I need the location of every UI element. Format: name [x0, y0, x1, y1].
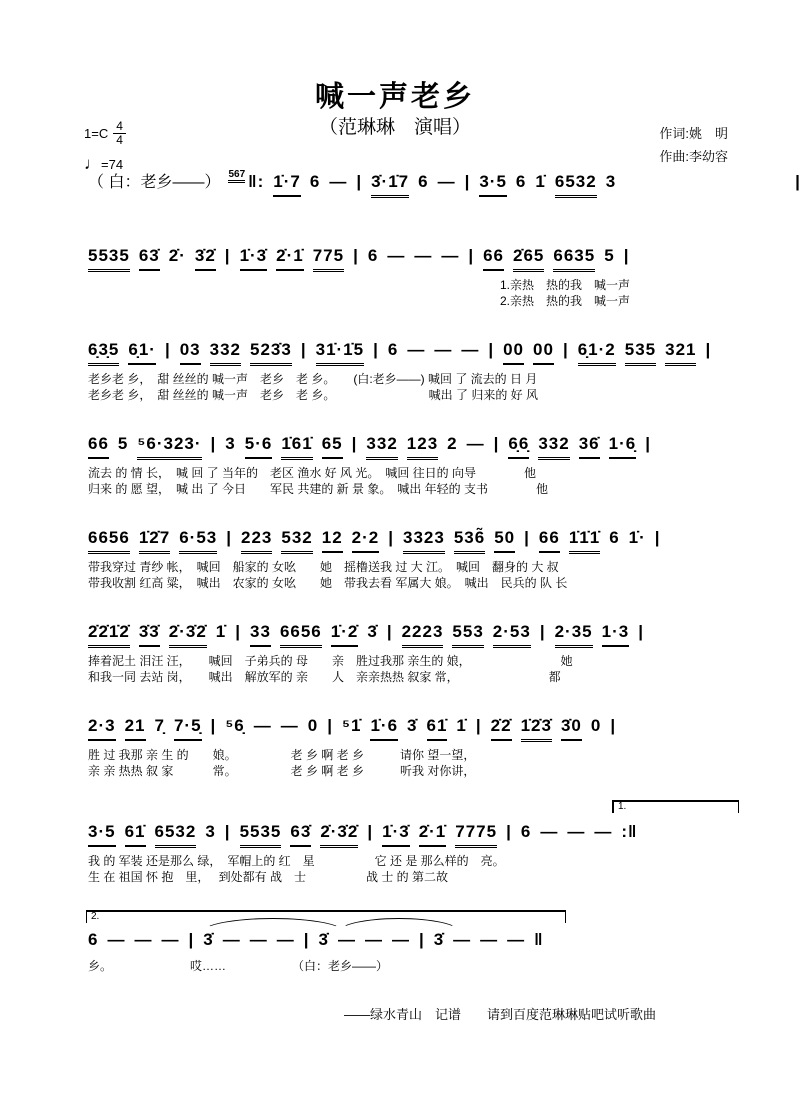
measure-token: 6 — [309, 172, 321, 191]
measure-token: 2̇·3̇2̇ — [169, 620, 207, 648]
measure-token: — — [434, 340, 453, 359]
measure-token: | — [638, 622, 644, 641]
measure-token: — — [453, 930, 472, 949]
measure-token: 3̇2̇ — [195, 244, 216, 271]
measure-token: | — [493, 434, 500, 453]
measure-token: 3̇ — [367, 622, 378, 641]
measure-token: 66 — [539, 526, 560, 553]
lyrics-block — [88, 747, 748, 779]
notes-line — [88, 168, 801, 198]
lyric-line: 老乡老 乡， 甜 丝丝的 喊一声 老乡 老 乡。 (白:老乡——) 喊回 了 流去的 日 月 — [88, 371, 538, 386]
spoken-cue: （ 白：老乡——） — [88, 174, 221, 191]
measure-token: 2 — [447, 434, 458, 453]
score-system — [88, 714, 748, 808]
measure-token: 2·2 — [352, 526, 380, 553]
measure-token: — — [337, 930, 356, 949]
measure-token: 6 — [88, 930, 99, 949]
measure-token: | — [475, 716, 482, 735]
meter-numerator: 4 — [113, 120, 126, 134]
measure-token: | — [654, 528, 661, 547]
notes-line — [88, 526, 748, 554]
measure-token: 5535 — [88, 244, 130, 272]
measure-token: 3·5 — [479, 170, 507, 197]
measure-token: 6̣1·2 — [578, 338, 616, 366]
measure-token: 1̇·2̇ — [331, 620, 359, 647]
measure-token: — — [507, 930, 526, 949]
score-system — [88, 432, 748, 526]
measure-token: 1̇·3̇ — [240, 244, 268, 271]
score-systems — [88, 168, 801, 1006]
measure-token: 223 — [241, 526, 272, 554]
measure-token: | — [468, 246, 475, 265]
score-system — [88, 620, 748, 714]
notes-line — [88, 808, 748, 848]
measure-token: 1̇2̇3̇ — [521, 714, 552, 742]
measure-token: 6 — [515, 172, 527, 191]
measure-token: 3̇ — [318, 930, 329, 949]
measure-token: 3̇3̇ — [139, 620, 160, 647]
score-system — [88, 801, 748, 912]
time-signature — [113, 120, 126, 147]
measure-token: 3̇ — [433, 930, 445, 949]
volta-bracket — [86, 910, 566, 923]
measure-token: | — [705, 340, 712, 359]
measure-token: 2·3 — [88, 714, 116, 741]
measure-token: 00 — [533, 338, 554, 365]
measure-token: 535 — [625, 338, 656, 366]
measure-token: 123 — [407, 432, 438, 460]
measure-token: | — [795, 172, 801, 191]
measure-token: ⁵6·323· — [137, 432, 201, 460]
lyric-line: 胜 过 我那 亲 生 的 娘。 老 乡 啊 老 乡 请你 望一望， — [88, 747, 476, 762]
measure-token: 2·35 — [555, 620, 593, 648]
measure-token: | — [418, 930, 425, 949]
measure-token: 332 — [366, 432, 397, 460]
measure-token: 3̇ — [203, 930, 214, 949]
lyric-line: 归来 的 愿 望， 喊 出 了 今日 军民 共建的 新 景 象。 喊出 年轻的 支书 他 — [88, 481, 549, 496]
composer-credit: 作曲:李幼容 — [659, 148, 728, 164]
volta-label: 2. — [91, 911, 100, 922]
measure-token: 332 — [210, 338, 241, 366]
measure-token: 61̇ — [427, 714, 448, 741]
measure-token: | — [524, 528, 530, 547]
measure-token: 3̇·1̇7 — [371, 170, 409, 198]
measure-token: — — [134, 930, 153, 949]
measure-token: 6656 — [88, 526, 130, 554]
measure-token: 6̣1· — [128, 338, 156, 365]
measure-token: — — [594, 822, 613, 841]
notes-line — [88, 432, 748, 460]
lyric-line: 我 的 军装 还是那么 绿， 军帽上的 红 星 它 还 是 那么样的 亮。 — [88, 853, 505, 868]
measure-token: — — [253, 716, 272, 735]
measure-token: | — [327, 716, 333, 735]
measure-token: 0 — [307, 716, 319, 735]
measure-token: | — [506, 822, 512, 841]
measure-token: 66 — [483, 244, 504, 271]
measure-token: | — [164, 340, 171, 359]
measure-token: 321 — [665, 338, 696, 366]
measure-token: | — [539, 622, 546, 641]
quarter-note-icon: ♩ — [84, 154, 101, 174]
measure-token: — — [480, 930, 499, 949]
lyric-line: 老乡老 乡， 甜 丝丝的 喊一声 老乡 老 乡。 喊出 了 归来的 好 风 — [88, 387, 539, 402]
lyric-line: 1.亲热 热的我 喊一声 — [500, 277, 631, 292]
lyric-line: 2.亲热 热的我 喊一声 — [500, 293, 631, 308]
measure-token: | — [226, 528, 232, 547]
measure-token: 33 — [250, 620, 271, 647]
measure-token: ⁵6̣ — [225, 716, 245, 735]
measure-token: 1̇61̇ — [281, 432, 312, 460]
measure-token: 2223 — [402, 620, 444, 648]
notes-line — [88, 714, 748, 742]
song-title: 喊一声老乡 — [314, 81, 475, 113]
lyrics-block — [500, 277, 748, 309]
measure-token: 5535 — [240, 820, 282, 848]
measure-token: 3̇ — [407, 716, 418, 735]
measure-token: — — [276, 930, 295, 949]
lyrics-block — [88, 853, 748, 885]
measure-token: | — [351, 434, 358, 453]
performer-line: （范琳琳 演唱） — [318, 117, 471, 138]
measure-token: — — [222, 930, 241, 949]
score-system — [88, 244, 748, 338]
measure-token: 50 — [494, 526, 515, 553]
measure-token: — — [249, 930, 268, 949]
measure-token: 5 — [117, 434, 129, 453]
measure-token: 63̇ — [290, 820, 311, 847]
measure-token: 1̇ — [456, 716, 467, 735]
lyric-line: 亲 亲 热热 叙 家 常。 老 乡 啊 老 乡 听我 对你讲， — [88, 763, 476, 778]
key-tempo-block — [84, 120, 126, 174]
measure-token: 2̇2̇ — [491, 714, 512, 741]
measure-token: 3·5 — [88, 820, 116, 847]
tempo-value: =74 — [101, 157, 124, 173]
slur-arc — [202, 918, 344, 946]
measure-token: | — [367, 822, 374, 841]
measure-token: 2̇· — [168, 246, 186, 265]
notes-line — [88, 338, 748, 366]
measure-token: | — [235, 622, 242, 641]
measure-token: | — [373, 340, 379, 359]
notes-line — [88, 244, 748, 272]
measure-token: — — [280, 716, 299, 735]
measure-token: — — [414, 246, 433, 265]
measure-token: 1̇·3̇ — [382, 820, 410, 847]
measure-token: 6656 — [280, 620, 322, 648]
measure-token: 3323 — [403, 526, 445, 554]
measure-token: 2̇·1̇ — [419, 820, 447, 847]
measure-token: | — [562, 340, 569, 359]
measure-token: — — [364, 930, 383, 949]
measure-token: 61̇ — [125, 820, 146, 847]
lyrics-block — [88, 958, 748, 974]
lyricist-credit: 作词:姚 明 — [659, 126, 728, 141]
measure-token: 65 — [322, 432, 343, 459]
measure-token: 2̇65 — [513, 244, 544, 272]
measure-token: 1̇·6 — [370, 714, 398, 741]
lyrics-block — [88, 465, 748, 497]
measure-token: — — [107, 930, 126, 949]
measure-token: | — [303, 930, 310, 949]
measure-token: 6532 — [155, 820, 197, 848]
lyric-line: 和我一同 去站 岗， 喊出 解放军的 亲 人 亲亲热热 叙家 常， 都 — [88, 669, 561, 684]
lyrics-block — [88, 653, 748, 685]
credits-block — [659, 123, 728, 169]
measure-token: 1̇ — [215, 622, 227, 641]
measure-token: 66 — [88, 432, 109, 459]
measure-token: 1·6̣ — [609, 432, 637, 459]
volta-bracket — [612, 800, 739, 813]
measure-token: 6532 — [555, 170, 597, 198]
measure-token: 63̇ — [139, 244, 160, 271]
measure-token: 1̇·7 — [273, 170, 301, 197]
measure-token: — — [437, 172, 456, 191]
measure-token: 6̣6̣ — [508, 432, 529, 459]
measure-token: 1̇ — [535, 172, 546, 191]
measure-token: 6 — [418, 172, 429, 191]
measure-token: 1·3 — [602, 620, 630, 647]
measure-token: 775 — [313, 244, 344, 272]
score-system — [88, 168, 801, 244]
measure-token: | — [224, 246, 231, 265]
meter-denominator: 4 — [116, 133, 123, 148]
measure-token: — — [461, 340, 480, 359]
measure-token: 3̇0 — [561, 714, 582, 741]
lyric-line: 带我收割 红高 粱， 喊出 农家的 女吆 她 带我去看 军属大 娘。 喊出 民兵的 队 长 — [88, 575, 568, 590]
lyric-line: 捧着泥土 泪汪 汪， 喊回 子弟兵的 母 亲 胜过我那 亲生的 娘， 她 — [88, 653, 573, 668]
measure-token: 532 — [281, 526, 312, 554]
lyrics-block — [88, 371, 748, 403]
measure-token: 6635 — [553, 244, 595, 272]
measure-token: 6̣3̣5 — [88, 338, 119, 366]
lyric-line: 带我穿过 青纱 帐， 喊回 船家的 女吆 她 摇橹送我 过 大 江。 喊回 翻身的 大 叔 — [88, 559, 559, 574]
measure-token: | — [224, 822, 231, 841]
measure-token: ⁵1̇ — [342, 716, 362, 735]
measure-token: 21 — [125, 714, 146, 741]
measure-token: | — [356, 172, 363, 191]
lyric-line: 乡。 哎…… （白：老乡——） — [88, 958, 389, 973]
measure-token: | — [353, 246, 359, 265]
footer-note: ——绿水青山 记谱 请到百度范琳琳贴吧试听歌曲 — [344, 1007, 657, 1022]
measure-token: 553 — [452, 620, 483, 648]
measure-token: 536̃ — [454, 526, 485, 554]
measure-token: — — [441, 246, 460, 265]
measure-token: — — [466, 434, 485, 453]
measure-token: 2·53 — [493, 620, 531, 648]
measure-token: 1̇2̇7 — [139, 526, 170, 554]
measure-token: 3 — [205, 822, 216, 841]
measure-token: 12 — [322, 526, 343, 553]
lyric-line: 生 在 祖国 怀 抱 里， 到处都有 战 士 战 士 的 第二故 — [88, 869, 449, 884]
measure-token: | — [388, 528, 395, 547]
notes-line — [88, 620, 748, 648]
measure-token: 1̇1̇1̇ — [569, 526, 600, 554]
measure-token: — — [329, 172, 348, 191]
measure-token: | — [210, 716, 217, 735]
measure-token: | — [488, 340, 495, 359]
grace-notes: 567 — [228, 169, 245, 183]
lyrics-block — [88, 559, 748, 591]
measure-token: 332 — [538, 432, 569, 460]
score-system — [88, 912, 748, 1006]
measure-token: | — [623, 246, 630, 265]
measure-token: 3 — [225, 434, 236, 453]
measure-token: — — [407, 340, 426, 359]
measure-token: 6 — [367, 246, 379, 265]
measure-token: | — [210, 434, 217, 453]
slur-arc — [338, 918, 460, 946]
measure-token: 36̇ — [579, 432, 600, 459]
measure-token: 2̇2̇1̇2̇ — [88, 620, 130, 648]
measure-token: 2̇·1̇ — [276, 244, 304, 271]
measure-token: — — [387, 246, 406, 265]
lyric-line: 流去 的 情 长， 喊 回 了 当年的 老区 渔水 好 风 光。 喊回 往日的 向导 他 — [88, 465, 537, 480]
measure-token: 7775 — [455, 820, 497, 848]
measure-token: :‖ — [621, 822, 638, 841]
measure-token: 5·6 — [245, 432, 273, 459]
measure-token: ‖ — [534, 930, 544, 949]
measure-token: — — [567, 822, 586, 841]
volta-label: 1. — [618, 801, 627, 812]
measure-token: 03 — [180, 338, 201, 365]
measure-token: 6 — [520, 822, 532, 841]
measure-token: — — [161, 930, 180, 949]
measure-token: 6·53 — [179, 526, 217, 554]
measure-token: ‖: — [248, 172, 265, 191]
measure-token: | — [464, 172, 471, 191]
measure-token: 6 — [387, 340, 399, 359]
measure-token: 00 — [503, 338, 524, 365]
measure-token: 3 — [605, 172, 617, 191]
measure-token: 7̣ — [154, 716, 165, 735]
measure-token: | — [645, 434, 651, 453]
measure-token: 523̇3 — [250, 338, 292, 366]
measure-token: | — [386, 622, 393, 641]
measure-token: 2̇·3̇2̇ — [320, 820, 358, 848]
key-signature: 1=C — [84, 126, 109, 142]
measure-token: 0 — [590, 716, 602, 735]
measure-token: 7·5̣ — [174, 714, 202, 741]
score-system — [88, 338, 748, 432]
measure-token: — — [540, 822, 559, 841]
score-system — [88, 526, 748, 620]
measure-token: 6 — [609, 528, 620, 547]
measure-token: 1̇· — [628, 528, 646, 547]
measure-token: | — [188, 930, 195, 949]
measure-token: — — [391, 930, 410, 949]
measure-token: 31̇·1̇5 — [316, 338, 364, 366]
measure-token: 5 — [604, 246, 615, 265]
measure-token: | — [610, 716, 617, 735]
measure-token: | — [300, 340, 307, 359]
